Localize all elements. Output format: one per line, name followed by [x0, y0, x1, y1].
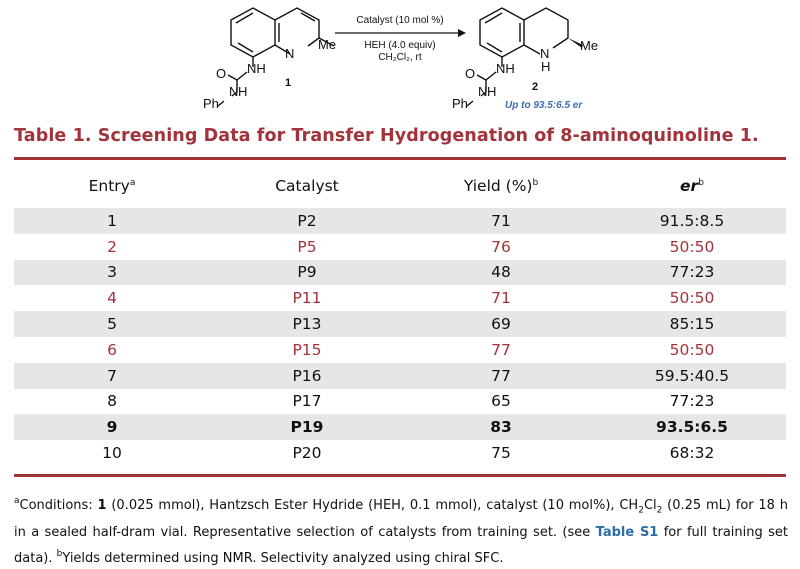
reactant-bottom-n: N [229, 84, 239, 99]
reactant-carbonyl-o: O [216, 66, 227, 81]
product-bottom-n: N [478, 84, 488, 99]
cell-er: 91.5:8.5 [598, 208, 786, 234]
cell-yield: 48 [404, 260, 598, 286]
reactant-phenyl: Ph [203, 96, 219, 111]
reactant-bottom-h: H [238, 84, 248, 99]
cell-yield: 83 [404, 414, 598, 440]
header-yield: Yield (%)$^b$ [404, 164, 598, 208]
arrow-reagent-label: HEH (4.0 equiv) [364, 40, 436, 51]
cell-entry: 6 [14, 337, 210, 363]
cell-catalyst: P9 [210, 260, 404, 286]
cell-er: 68:32 [598, 440, 786, 466]
cell-catalyst: P13 [210, 311, 404, 337]
cell-catalyst: P19 [210, 414, 404, 440]
cell-yield: 69 [404, 311, 598, 337]
product-ring-h: H [541, 59, 551, 74]
reactant-methyl: Me [318, 37, 337, 52]
cell-catalyst: P11 [210, 285, 404, 311]
cell-entry: 4 [14, 285, 210, 311]
cell-er: 93.5:6.5 [598, 414, 786, 440]
cell-catalyst: P2 [210, 208, 404, 234]
reactant-ring-n: N [285, 46, 295, 61]
er-note: Up to 93.5:6.5 er [505, 100, 583, 111]
reaction-scheme [0, 0, 800, 122]
cell-entry: 8 [14, 389, 210, 415]
cell-er: 77:23 [598, 260, 786, 286]
reactant-compound-label: 1 [285, 77, 292, 89]
arrow-solvent-label: CH₂Cl₂, rt [378, 52, 422, 63]
product-compound-label: 2 [532, 81, 539, 93]
table-row [14, 440, 786, 466]
table-header-row [14, 164, 786, 208]
cell-yield: 77 [404, 337, 598, 363]
arrow-catalyst-label: Catalyst (10 mol %) [356, 15, 444, 26]
product-ring-n: N [540, 46, 550, 61]
reactant-amide-nh: NH [247, 61, 266, 76]
cell-yield: 77 [404, 363, 598, 389]
screening-table [14, 164, 786, 466]
cell-yield: 65 [404, 389, 598, 415]
table-title: Table 1. Screening Data for Transfer Hydrogenation of 8-aminoquinoline 1. [14, 126, 759, 146]
header-entry: Entry$^a$ [14, 164, 210, 208]
table-row [14, 260, 786, 286]
cell-er: 77:23 [598, 389, 786, 415]
cell-catalyst: P15 [210, 337, 404, 363]
cell-er: 50:50 [598, 234, 786, 260]
cell-catalyst: P16 [210, 363, 404, 389]
table-row [14, 208, 786, 234]
product-carbonyl-o: O [465, 66, 476, 81]
cell-catalyst: P5 [210, 234, 404, 260]
header-er: $er^b$ [598, 164, 786, 208]
table-row [14, 311, 786, 337]
cell-entry: 10 [14, 440, 210, 466]
cell-er: 85:15 [598, 311, 786, 337]
cell-catalyst: P17 [210, 389, 404, 415]
table-row [14, 337, 786, 363]
table-s1-link[interactable]: Table S1 [595, 525, 659, 541]
cell-entry: 1 [14, 208, 210, 234]
table-top-rule [14, 157, 786, 160]
table-row [14, 234, 786, 260]
table-row [14, 285, 786, 311]
product-methyl: Me [580, 38, 599, 53]
cell-entry: 9 [14, 414, 210, 440]
header-catalyst: Catalyst [210, 164, 404, 208]
table-row [14, 414, 786, 440]
cell-er: 59.5:40.5 [598, 363, 786, 389]
reaction-arrow [335, 29, 466, 37]
product-bottom-h: H [487, 84, 497, 99]
cell-entry: 2 [14, 234, 210, 260]
cell-er: 50:50 [598, 337, 786, 363]
cell-yield: 71 [404, 285, 598, 311]
cell-entry: 7 [14, 363, 210, 389]
product-amide-nh: NH [496, 61, 515, 76]
cell-entry: 5 [14, 311, 210, 337]
table-row [14, 363, 786, 389]
cell-entry: 3 [14, 260, 210, 286]
cell-yield: 71 [404, 208, 598, 234]
table-row [14, 389, 786, 415]
table-footnote: $^a$Conditions: 1 (0.025 mmol), Hantzsch Ester Hydride (HEH, 0.1 mmol), catalyst (10 mol%), $CH_2Cl_2$ (0.25 mL) for 18 h in a sealed half-dram vial. Representative selection of catalysts from training set. (see Table S1 for full training set data). $^b$Yields determined using NMR. Selectivity analyzed using chiral SFC. [14, 496, 788, 566]
cell-catalyst: P20 [210, 440, 404, 466]
product-phenyl: Ph [452, 96, 468, 111]
table-bottom-rule [14, 474, 786, 477]
cell-yield: 76 [404, 234, 598, 260]
cell-er: 50:50 [598, 285, 786, 311]
cell-yield: 75 [404, 440, 598, 466]
